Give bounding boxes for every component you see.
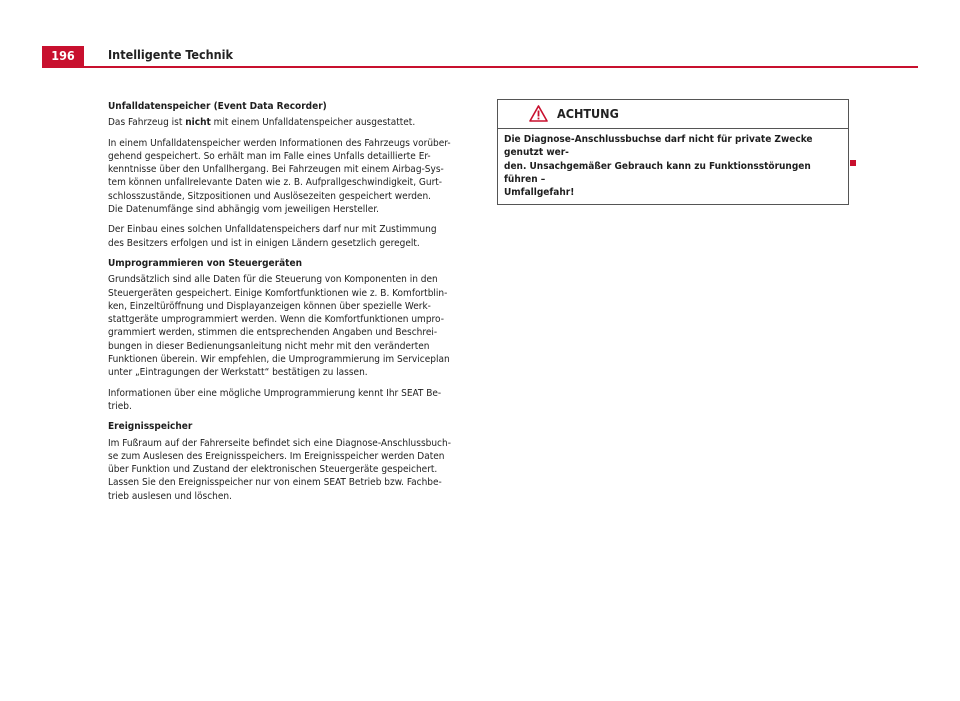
text-line: In einem Unfalldatenspeicher werden Informationen des Fahrzeugs vorüber-	[108, 137, 451, 149]
section-heading-event-data-recorder: Unfalldatenspeicher (Event Data Recorder)	[108, 101, 327, 112]
section-heading-event-memory: Ereignisspeicher	[108, 421, 193, 433]
paragraph-installation-consent	[108, 223, 468, 250]
text-line: den. Unsachgemäßer Gebrauch kann zu Funktionsstörungen führen –	[504, 160, 811, 185]
warning-header	[498, 100, 848, 129]
left-column	[108, 100, 468, 510]
text-line: kenntnisse über den Unfallhergang. Bei Fahrzeugen mit einem Airbag-Sys-	[108, 164, 444, 176]
paragraph-seat-info	[108, 387, 468, 414]
text-line: se zum Auslesen des Ereignisspeichers. Im Ereignisspeicher werden Daten	[108, 450, 445, 462]
text-line: Informationen über eine mögliche Umprogrammierung kennt Ihr SEAT Be-	[108, 387, 442, 399]
paragraph-event-memory	[108, 437, 468, 503]
text-line: Umfallgefahr!	[504, 187, 575, 199]
text-run: mit einem Unfalldatenspeicher ausgestattet.	[210, 117, 416, 129]
warning-text	[498, 129, 848, 204]
paragraph-recorder-info	[108, 137, 468, 217]
text-line: Lassen Sie den Ereignisspeicher nur von einem SEAT Betrieb bzw. Fachbe-	[108, 477, 442, 489]
text-line: des Besitzers erfolgen und ist in einigen Ländern gesetzlich geregelt.	[108, 237, 420, 249]
text-line: Die Diagnose-Anschlussbuchse darf nicht für private Zwecke genutzt wer-	[504, 134, 813, 159]
warning-box	[497, 99, 849, 205]
emphasis-nicht: nicht	[185, 117, 211, 129]
text-line: schlosszustände, Sitzpositionen und Auslösezeiten gespeichert werden.	[108, 190, 432, 202]
section-heading-reprogramming: Umprogrammieren von Steuergeräten	[108, 257, 302, 269]
text-run: Das Fahrzeug ist	[108, 117, 186, 129]
section-end-marker	[850, 160, 856, 166]
warning-title: ACHTUNG	[557, 106, 619, 121]
text-line: Steuergeräten gespeichert. Einige Komfortfunktionen wie z. B. Komfortblin-	[108, 287, 448, 299]
text-line: ken, Einzeltüröffnung und Displayanzeigen können über spezielle Werk-	[108, 300, 431, 312]
page-number: 196	[42, 46, 84, 66]
text-line: unter „Eintragungen der Werkstatt“ bestätigen zu lassen.	[108, 367, 368, 379]
text-line: grammiert werden, stimmen die entsprechenden Angaben und Beschrei-	[108, 327, 438, 339]
text-line: über Funktion und Zustand der elektronischen Steuergeräte gespeichert.	[108, 464, 438, 476]
text-line: trieb auslesen und löschen.	[108, 490, 232, 502]
text-line: bungen in dieser Bedienungsanleitung nicht mehr mit den veränderten	[108, 340, 430, 352]
text-line: Die Datenumfänge sind abhängig vom jeweiligen Hersteller.	[108, 204, 379, 216]
text-line: Im Fußraum auf der Fahrerseite befindet sich eine Diagnose-Anschlussbuch-	[108, 437, 451, 449]
page-header	[0, 46, 918, 68]
text-line: gehend gespeichert. So erhält man im Falle eines Unfalls detaillierte Er-	[108, 150, 431, 162]
text-line: trieb.	[108, 400, 132, 412]
header-rule	[42, 66, 918, 68]
text-line: Der Einbau eines solchen Unfalldatenspeichers darf nur mit Zustimmung	[108, 224, 437, 236]
paragraph-reprogramming	[108, 273, 468, 379]
paragraph-no-recorder	[108, 116, 468, 129]
text-line: stattgeräte umprogrammiert werden. Wenn die Komfortfunktionen umpro-	[108, 314, 444, 326]
text-line: Grundsätzlich sind alle Daten für die Steuerung von Komponenten in den	[108, 274, 438, 286]
chapter-title: Intelligente Technik	[108, 47, 234, 62]
text-line: Funktionen überein. Wir empfehlen, die Umprogrammierung im Serviceplan	[108, 354, 450, 366]
text-line: tem können unfallrelevante Daten wie z. B. Aufprallgeschwindigkeit, Gurt-	[108, 177, 443, 189]
warning-triangle-icon	[529, 105, 548, 122]
